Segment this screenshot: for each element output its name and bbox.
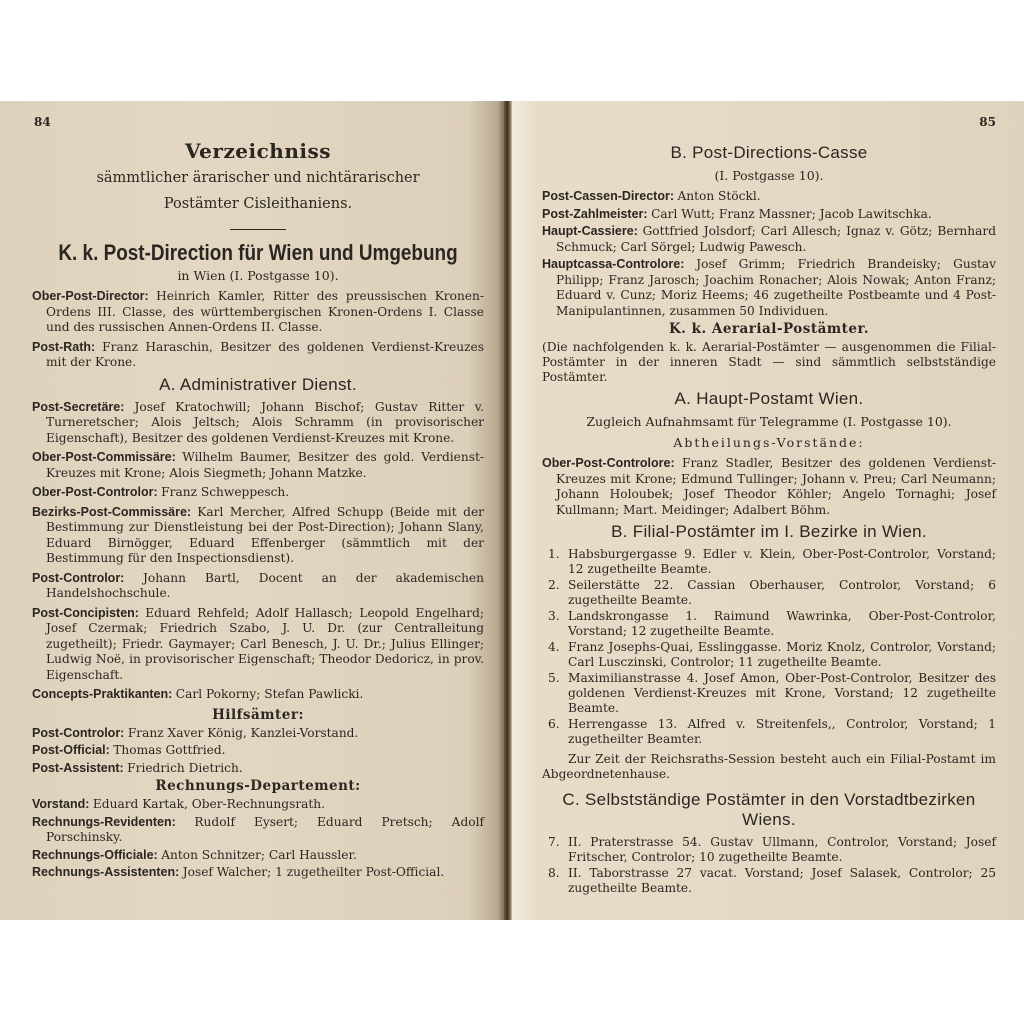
aerarial-heading: K. k. Aerarial-Postämter. (668, 321, 870, 337)
item-text: II. Taborstrasse 27 vacat. Vorstand; Josef Salasek, Controlor; 25 zugetheilte Beamte. (568, 866, 996, 895)
directory-entry (32, 726, 484, 742)
entry-role: Rechnungs-Assistenten: (32, 865, 183, 879)
item-text: Landskrongasse 1. Raimund Wawrinka, Ober-Post-Controlor, Vorstand; 12 zugetheilte Beamte. (568, 609, 996, 638)
entry-text: Gottfried Jolsdorf; Carl Allesch; Ignaz v. Götz; Bernhard Schmuck; Carl Sörgel; Ludwig Pawesch. (556, 224, 996, 254)
directory-entry (32, 505, 484, 567)
entry-role: Ober-Post-Controlore: (542, 456, 682, 470)
item-number: 4. (548, 640, 560, 654)
entry-text: Franz Stadler, Besitzer des goldenen Verdienst-Kreuzes mit Krone; Edmund Tullinger; Johann v. Preu; Carl Neumann; Johann Holoubek; Josef Theodor Köhler; Angelo Tornaghi; Josef Kullmann; Mart. Meidinger; Adalbert Böhm. (556, 456, 996, 517)
numbered-item (542, 717, 996, 747)
entry-text: Eduard Kartak, Ober-Rechnungsrath. (92, 797, 326, 811)
directory-entry (542, 257, 996, 319)
rechnungs-heading: Rechnungs-Departement: (155, 778, 361, 794)
directory-entry (32, 743, 484, 759)
entry-text: Josef Walcher; 1 zugetheilter Post-Official. (182, 865, 445, 879)
entry-text: Carl Pokorny; Stefan Pawlicki. (175, 687, 364, 701)
section-a-heading: A. Administrativer Dienst. (159, 374, 357, 394)
entry-role: Post-Controlor: (32, 725, 128, 740)
entry-text: Josef Grimm; Friedrich Brandeisky; Gustav Philipp; Franz Jarosch; Joachim Ronacher; Alois Nowak; Anton Franz; Eduard v. Cunz; Moriz Heems; 46 zugetheilte Postbeamte und 4 Post-Manipulantinnen, zusammen 50 Individuen. (556, 257, 996, 318)
page-number: 84 (34, 115, 51, 129)
item-text: Franz Josephs-Quai, Esslinggasse. Moriz Knolz, Controlor, Vorstand; Carl Lusczinski, Controlor; 11 zugetheilte Beamte. (568, 640, 996, 669)
section-b-location: (I. Postgasse 10). (714, 168, 824, 183)
page-title: Verzeichniss (185, 139, 331, 163)
entry-role: Post-Secretäre: (32, 399, 135, 414)
divider (230, 229, 286, 230)
numbered-item (542, 609, 996, 639)
item-number: 3. (548, 609, 560, 623)
entry-role: Vorstand: (32, 797, 93, 811)
section-c-heading: C. Selbstständige Postämter in den Vorstadtbezirken Wiens. (562, 790, 976, 829)
entry-role: Rechnungs-Officiale: (32, 847, 162, 862)
directory-entry (32, 571, 484, 602)
entry-text: Josef Kratochwill; Johann Bischof; Gustav Ritter v. Turneretscher; Alois Jeltsch; Alois Schramm (in provisorischer Eigenschaft), Besitzer des goldenen Verdienst-Kreuzes mit Krone. (46, 399, 484, 445)
directory-entry (32, 797, 484, 813)
abtheilungs-heading: Abtheilungs-Vorstände: (673, 435, 865, 450)
entry-role: Post-Assistent: (32, 760, 128, 775)
section-b-entries (542, 189, 996, 319)
filial-list (542, 547, 996, 747)
entry-role: Post-Concipisten: (32, 605, 146, 620)
entry-role: Post-Cassen-Director: (542, 189, 678, 203)
entry-text: Friedrich Dietrich. (127, 760, 243, 775)
item-number: 2. (548, 578, 560, 592)
directory-entry (542, 224, 996, 255)
entry-text: Franz Schweppesch. (161, 485, 290, 499)
directory-entry (32, 485, 484, 501)
entry-role: Haupt-Cassiere: (542, 224, 643, 238)
entry-role: Rechnungs-Revidenten: (32, 814, 195, 829)
section-c-list (542, 835, 996, 896)
directory-entry (32, 289, 484, 336)
entry-text: Franz Xaver König, Kanzlei-Vorstand. (127, 725, 359, 740)
item-number: 5. (548, 671, 560, 685)
page-number: 85 (979, 115, 996, 129)
item-text: Herrengasse 13. Alfred v. Streitenfels,, Controlor, Vorstand; 1 zugetheilter Beamter. (568, 717, 996, 746)
item-text: II. Praterstrasse 54. Gustav Ullmann, Controlor, Vorstand; Josef Fritscher, Controlor; 10 zugetheilte Beamte. (568, 835, 996, 864)
entry-text: Anton Schnitzer; Carl Haussler. (161, 847, 357, 862)
hilfsaemter-heading: Hilfsämter: (212, 706, 304, 723)
item-number: 8. (548, 866, 560, 880)
directory-entry (32, 815, 484, 846)
entry-text: Wilhelm Baumer, Besitzer des gold. Verdienst-Kreuzes mit Krone; Alois Siegmeth; Johann Matzke. (46, 450, 484, 480)
directory-entry (32, 340, 484, 371)
entry-text: Rudolf Eysert; Eduard Pretsch; Adolf Porschinsky. (46, 814, 484, 844)
numbered-item (542, 547, 996, 577)
haupt-entries (542, 456, 996, 518)
filial-note: Zur Zeit der Reichsraths-Session besteht auch ein Filial-Postamt im Abgeordnetenhause. (542, 752, 996, 781)
entry-text: Karl Mercher, Alfred Schupp (Beide mit der Bestimmung zur Dienstleistung bei der Post-Direction); Johann Slany, Eduard Birnögger, Eduard Effenberger (sämmtlich mit der Bestimmung für den Inspectionsdienst). (46, 504, 484, 565)
right-page (512, 101, 1024, 920)
entry-role: Hauptcassa-Controlore: (542, 257, 697, 271)
left-page (0, 101, 508, 920)
item-number: 6. (548, 717, 560, 731)
filial-heading: B. Filial-Postämter im I. Bezirke in Wien. (611, 522, 927, 541)
numbered-item (542, 671, 996, 716)
entry-role: Post-Official: (32, 743, 114, 757)
entry-text: Johann Bartl, Docent an der akademischen Handelshochschule. (46, 570, 484, 600)
directory-entry (542, 207, 996, 223)
item-text: Maximilianstrasse 4. Josef Amon, Ober-Post-Controlor, Besitzer des goldenen Verdienst-Kreuzes mit Krone, Vorstand; 12 zugetheilte Beamte. (568, 671, 996, 715)
subtitle-line-2: Postämter Cisleithaniens. (163, 196, 353, 212)
entry-text: Anton Stöckl. (677, 189, 761, 203)
numbered-item (542, 835, 996, 865)
item-text: Habsburgergasse 9. Edler v. Klein, Ober-Post-Controlor, Vorstand; 12 zugetheilte Beamte. (568, 547, 996, 576)
entry-role: Ober-Post-Commissäre: (32, 450, 183, 464)
hilfsaemter-entries (32, 726, 484, 777)
entry-role: Bezirks-Post-Commissäre: (32, 504, 198, 519)
numbered-item (542, 866, 996, 896)
directory-entry (542, 456, 996, 518)
directory-entry (32, 606, 484, 684)
entry-text: Thomas Gottfried. (113, 743, 226, 757)
numbered-item (542, 578, 996, 608)
rechnungs-entries (32, 797, 484, 881)
directory-entry (32, 450, 484, 481)
section-b-heading: B. Post-Directions-Casse (670, 143, 868, 162)
entry-role: Concepts-Praktikanten: (32, 687, 176, 701)
subtitle-line-1: sämmtlicher ärarischer und nichtärarischer (96, 170, 420, 186)
section-a-entries (32, 400, 484, 703)
directory-entry (32, 400, 484, 447)
entry-role: Post-Controlor: (32, 570, 143, 585)
numbered-item (542, 640, 996, 670)
aerarial-note: (Die nachfolgenden k. k. Aerarial-Postämter — ausgenommen die Filial-Postämter in der inneren Stadt — sind sämmtlich selbstständige Postämter. (542, 340, 996, 384)
directory-entry (542, 189, 996, 205)
item-number: 7. (548, 835, 560, 849)
haupt-heading: A. Haupt-Postamt Wien. (674, 389, 864, 408)
directory-entry (32, 848, 484, 864)
direction-heading: K. k. Post-Direction für Wien und Umgebung (58, 240, 458, 265)
entry-text: Heinrich Kamler, Ritter des preussischen Kronen-Ordens III. Classe, des württembergischen Kronen-Ordens I. Classe und des russischen Annen-Ordens II. Classe. (46, 289, 484, 334)
item-number: 1. (548, 547, 560, 561)
directory-entry (32, 687, 484, 703)
top-entries (32, 289, 484, 371)
directory-entry (32, 865, 484, 881)
entry-role: Post-Zahlmeister: (542, 206, 652, 221)
entry-text: Franz Haraschin, Besitzer des goldenen Verdienst-Kreuzes mit der Krone. (46, 339, 484, 369)
book-spread (0, 101, 1024, 920)
entry-role: Post-Rath: (32, 339, 103, 354)
entry-text: Carl Wutt; Franz Massner; Jacob Lawitschka. (651, 206, 932, 221)
entry-role: Ober-Post-Controlor: (32, 485, 162, 499)
directory-entry (32, 761, 484, 777)
entry-text: Eduard Rehfeld; Adolf Hallasch; Leopold Engelhard; Josef Czermak; Friedrich Szabo, J. U. Dr. (zur Centralleitung zugetheilt); Friedr. Gaymayer; Carl Benesch, J. U. Dr.; Julius Ellinger; Ludwig Noë, in provisorischer Eigenschaft; Theodor Dedoricz, in prov. Eigenschaft. (46, 605, 484, 682)
direction-location: in Wien (I. Postgasse 10). (177, 268, 339, 283)
haupt-subheading: Zugleich Aufnahmsamt für Telegramme (I. Postgasse 10). (586, 414, 952, 429)
item-text: Seilerstätte 22. Cassian Oberhauser, Controlor, Vorstand; 6 zugetheilte Beamte. (568, 578, 996, 607)
entry-role: Ober-Post-Director: (32, 289, 157, 303)
